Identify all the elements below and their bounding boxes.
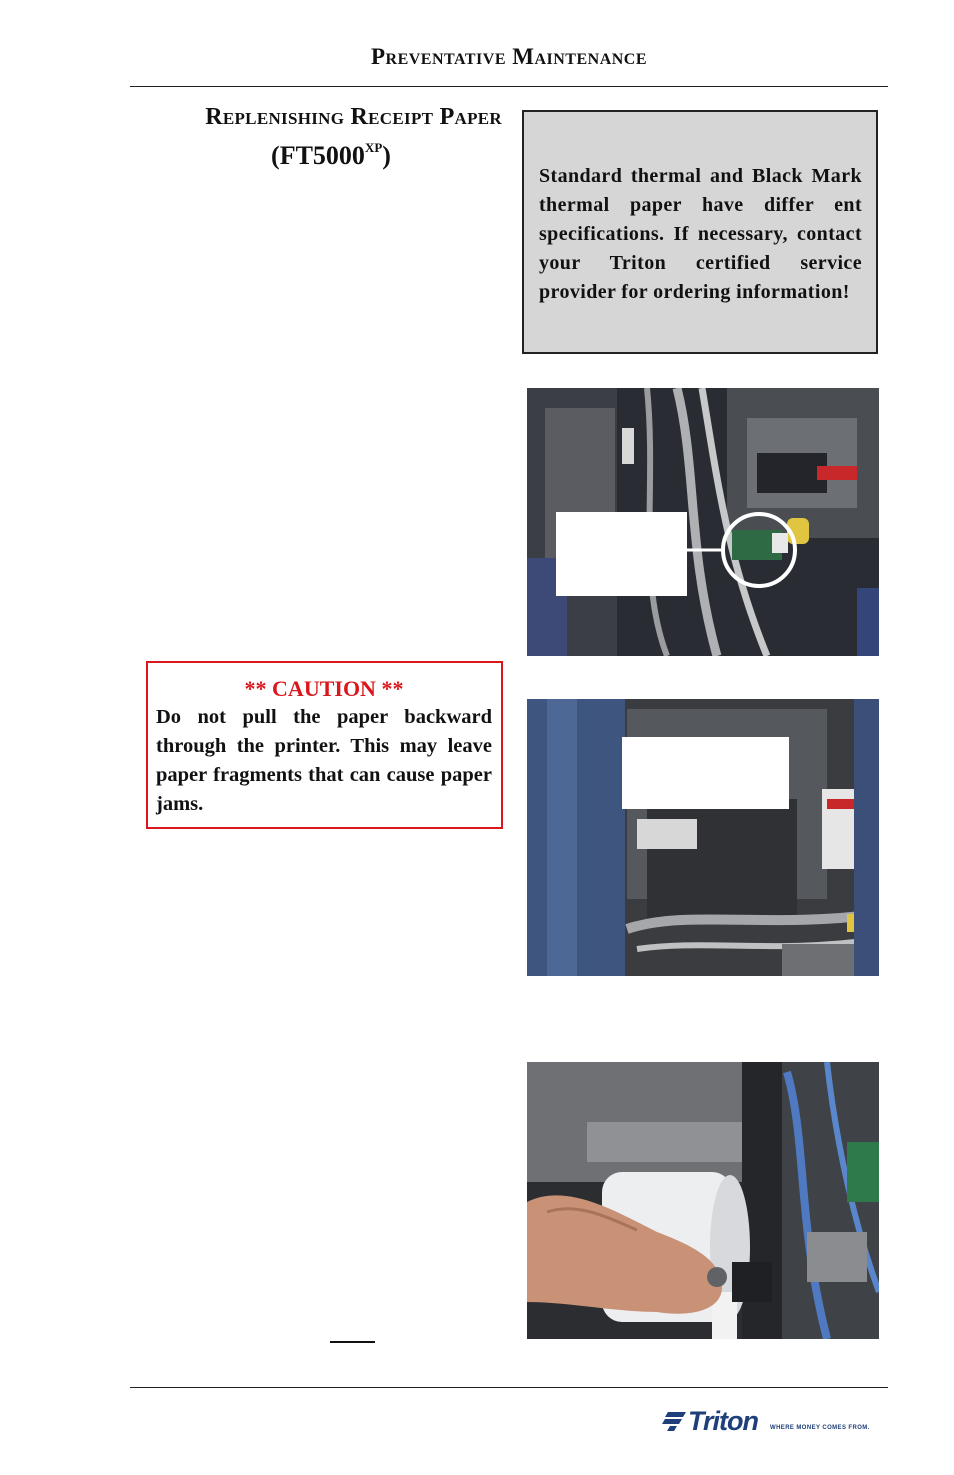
model-prefix: (FT5000 [271, 141, 365, 170]
caution-box [146, 661, 503, 829]
model-suffix: ) [382, 141, 391, 170]
note-text: Standard thermal and Black Mark thermal paper have differ ent specifications. If necessary, contact your Triton certified service provider for ordering information! [539, 165, 862, 303]
model-superscript: XP [364, 140, 383, 155]
underline-mark [330, 1341, 375, 1343]
note-box [522, 110, 878, 354]
caution-text: Do not pull the paper backward through the printer. This may leave paper fragments that can cause paper jams. [156, 706, 492, 815]
logo-wordmark: Triton [688, 1406, 758, 1436]
photo-printer-module [527, 699, 879, 976]
header-rule [130, 86, 888, 87]
logo-tagline: WHERE MONEY COMES FROM. [770, 1425, 870, 1431]
photo-paper-roll [527, 1062, 879, 1339]
page-header-title: Preventative Maintenance [370, 44, 648, 69]
triton-logo [662, 1408, 872, 1438]
photo-printer-sensor [527, 388, 879, 656]
caution-title: ** CAUTION ** [244, 676, 404, 701]
section-title: Replenishing Receipt Paper [205, 104, 502, 130]
triton-logo-icon [662, 1410, 686, 1432]
model-title [130, 140, 502, 171]
footer-rule [130, 1387, 888, 1388]
